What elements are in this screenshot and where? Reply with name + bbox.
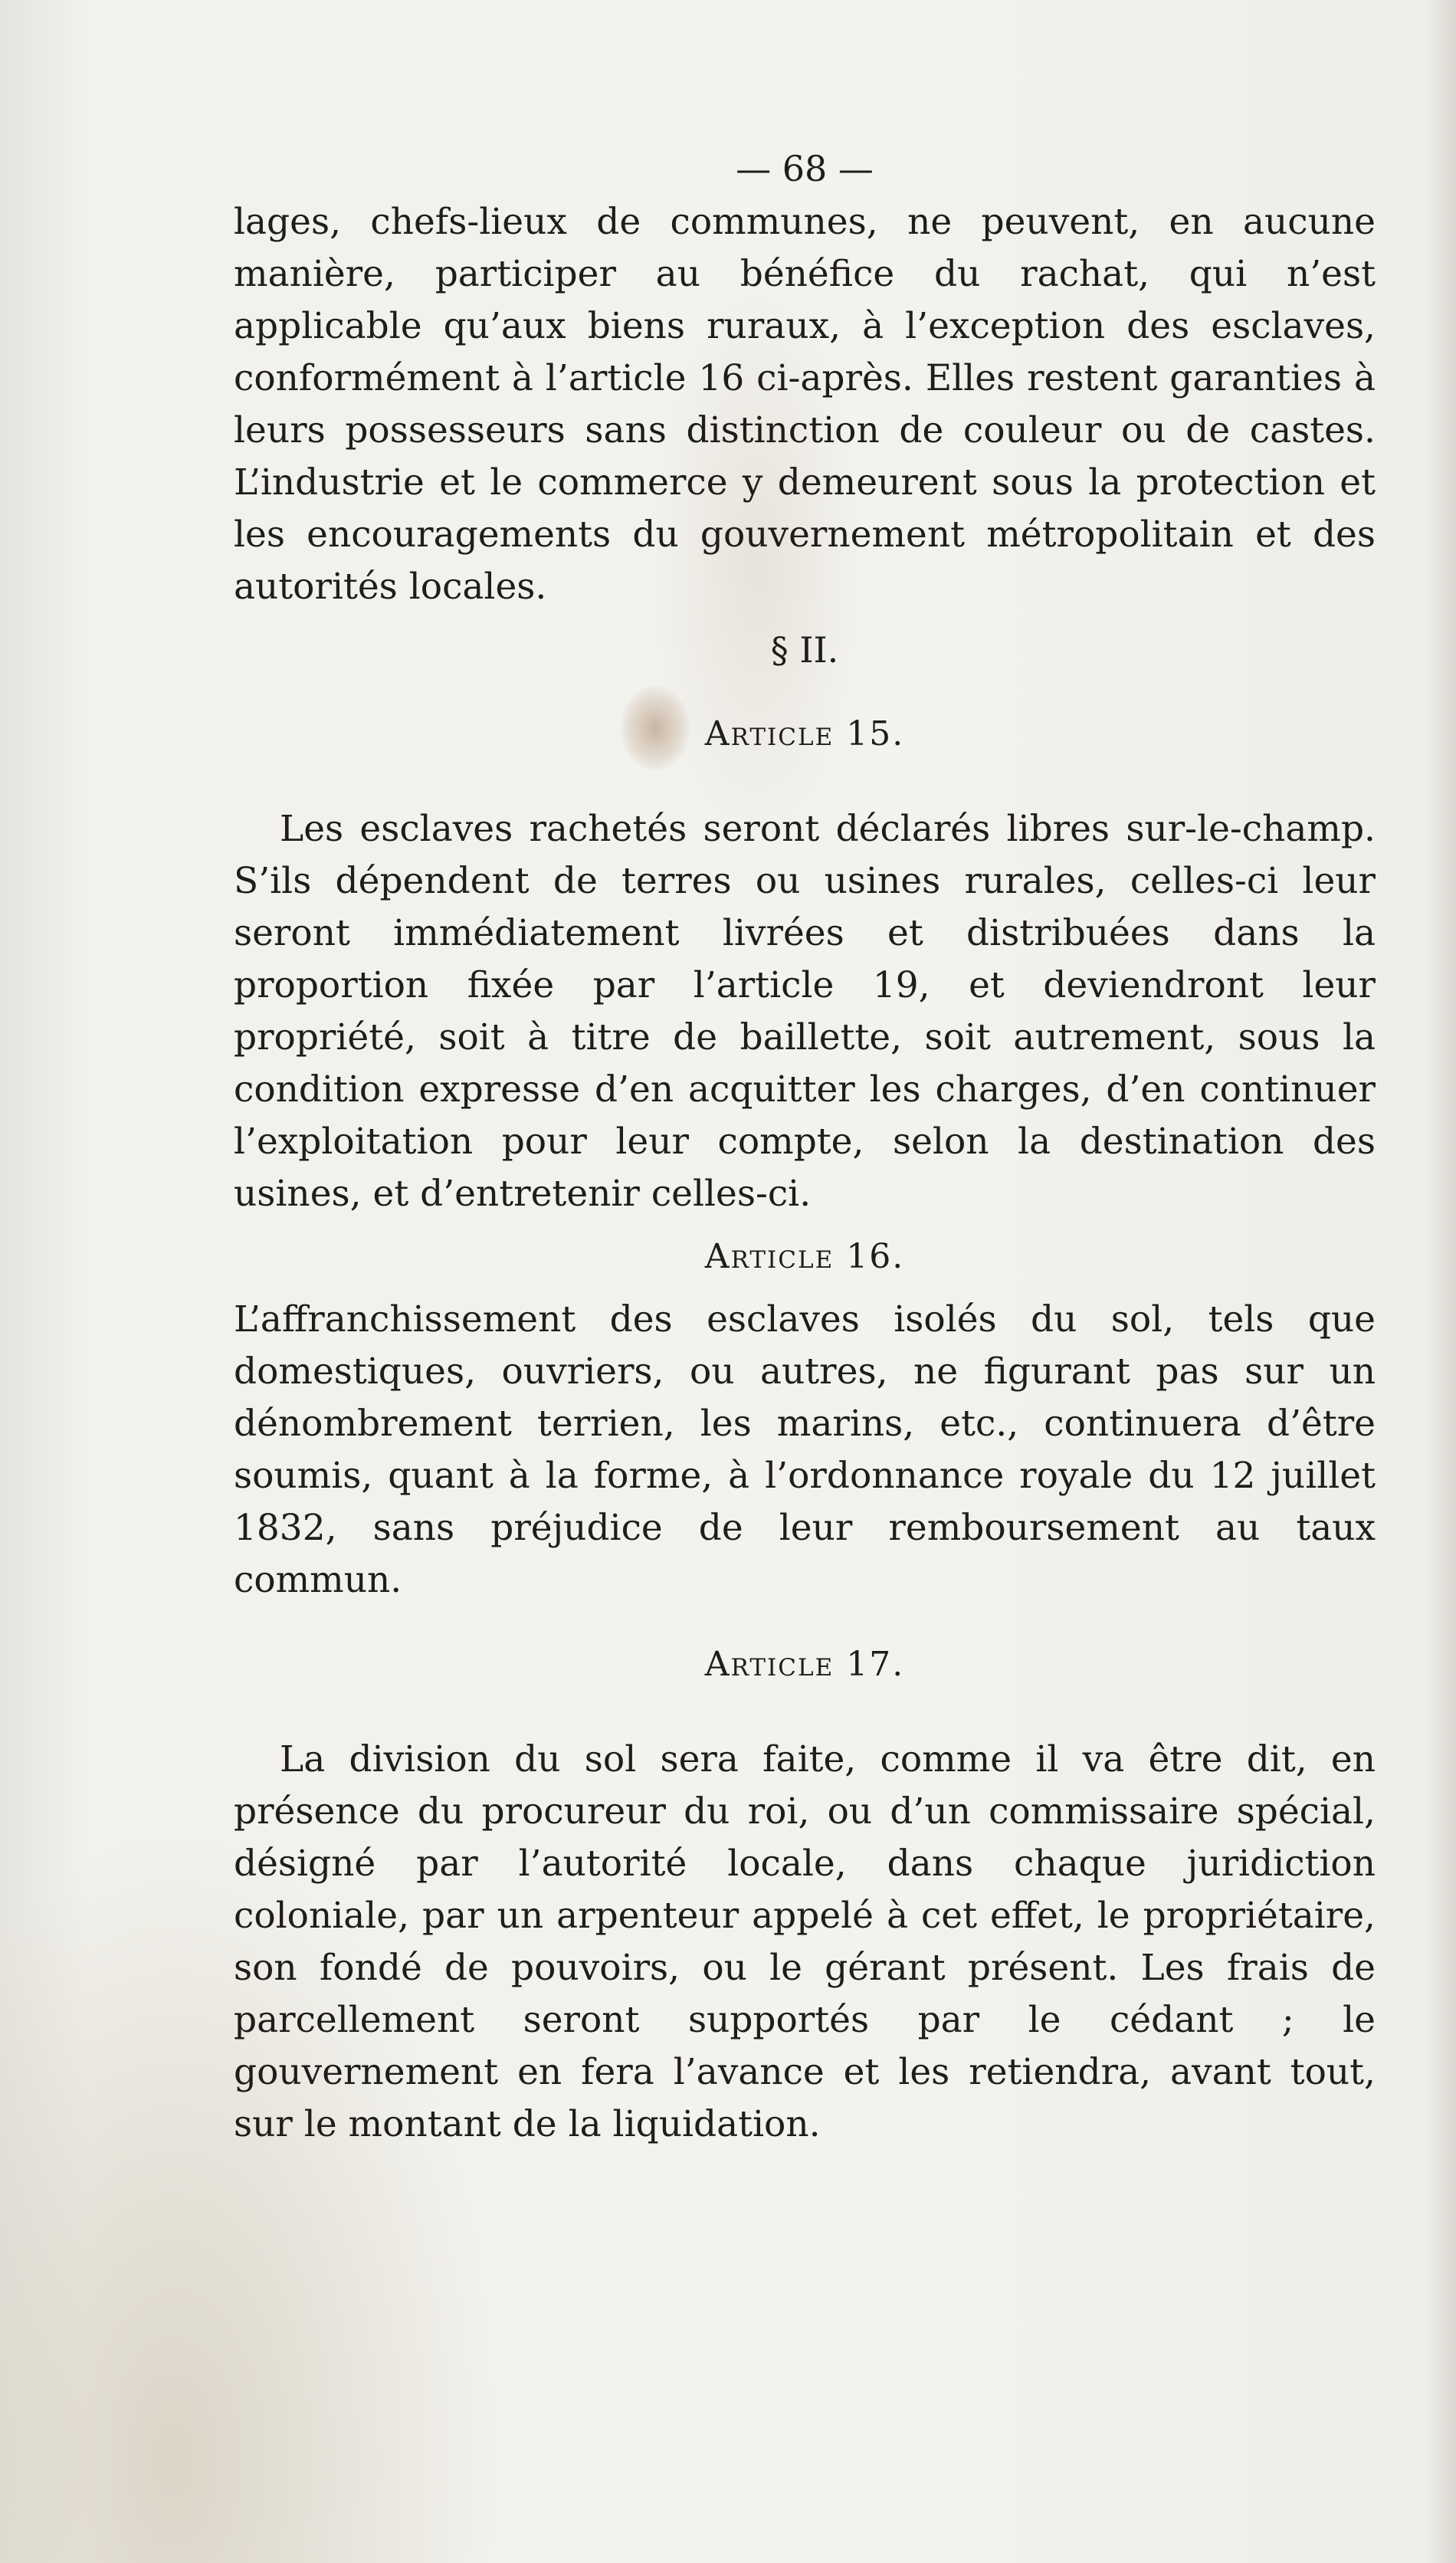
section-heading: § II. — [770, 629, 839, 671]
paragraph-intro: lages, chefs-lieux de communes, ne peuvent, en aucune manière, participer au bénéfice du rachat, qui n’est applicable qu’aux biens ruraux, à l’exception des esclaves, conformément à l’article 16 ci-après. Elles restent garanties à leurs possesseurs sans distinction de couleur ou de castes. L’industrie et le commerce y demeurent sous la protection et les encouragements du gouvernement métropolitain et des autorités locales. — [234, 201, 1376, 608]
page-text — [234, 146, 1376, 2151]
article-heading: Article 15. — [704, 714, 905, 753]
article-text: La division du sol sera faite, comme il va être dit, en présence du procureur du roi, ou d’un commissaire spécial, désigné par l’autorité locale, dans chaque juridiction coloniale, par un arpenteur appelé à cet effet, le propriétaire, son fondé de pouvoirs, ou le gérant présent. Les frais de parcellement seront supportés par le cédant ; le gouvernement en fera l’avance et les retiendra, avant tout, sur le montant de la liquidation. — [234, 1738, 1376, 2145]
article-text: L’affranchissement des esclaves isolés du sol, tels que domestiques, ouvriers, ou autres, ne figurant pas sur un dénombrement terrien, les marins, etc., continuera d’être soumis, quant à la forme, à l’ordonnance royale du 12 juillet 1832, sans préjudice de leur remboursement au taux commun. — [234, 1298, 1376, 1601]
page-number: — 68 — — [736, 148, 874, 189]
page-edge-shadow — [1425, 0, 1456, 2563]
article-heading: Article 16. — [704, 1237, 905, 1276]
article-heading: Article 17. — [704, 1645, 905, 1684]
article-text: Les esclaves rachetés seront déclarés libres sur-le-champ. S’ils dépendent de terres ou usines rurales, celles-ci leur seront immédiatement livrées et distribuées dans la proportion fixée par l’article 19, et deviendront leur propriété, soit à titre de baillette, soit autrement, sous la condition expresse d’en acquitter les charges, d’en continuer l’exploitation pour leur compte, selon la destination des usines, et d’entretenir celles-ci. — [234, 808, 1376, 1215]
